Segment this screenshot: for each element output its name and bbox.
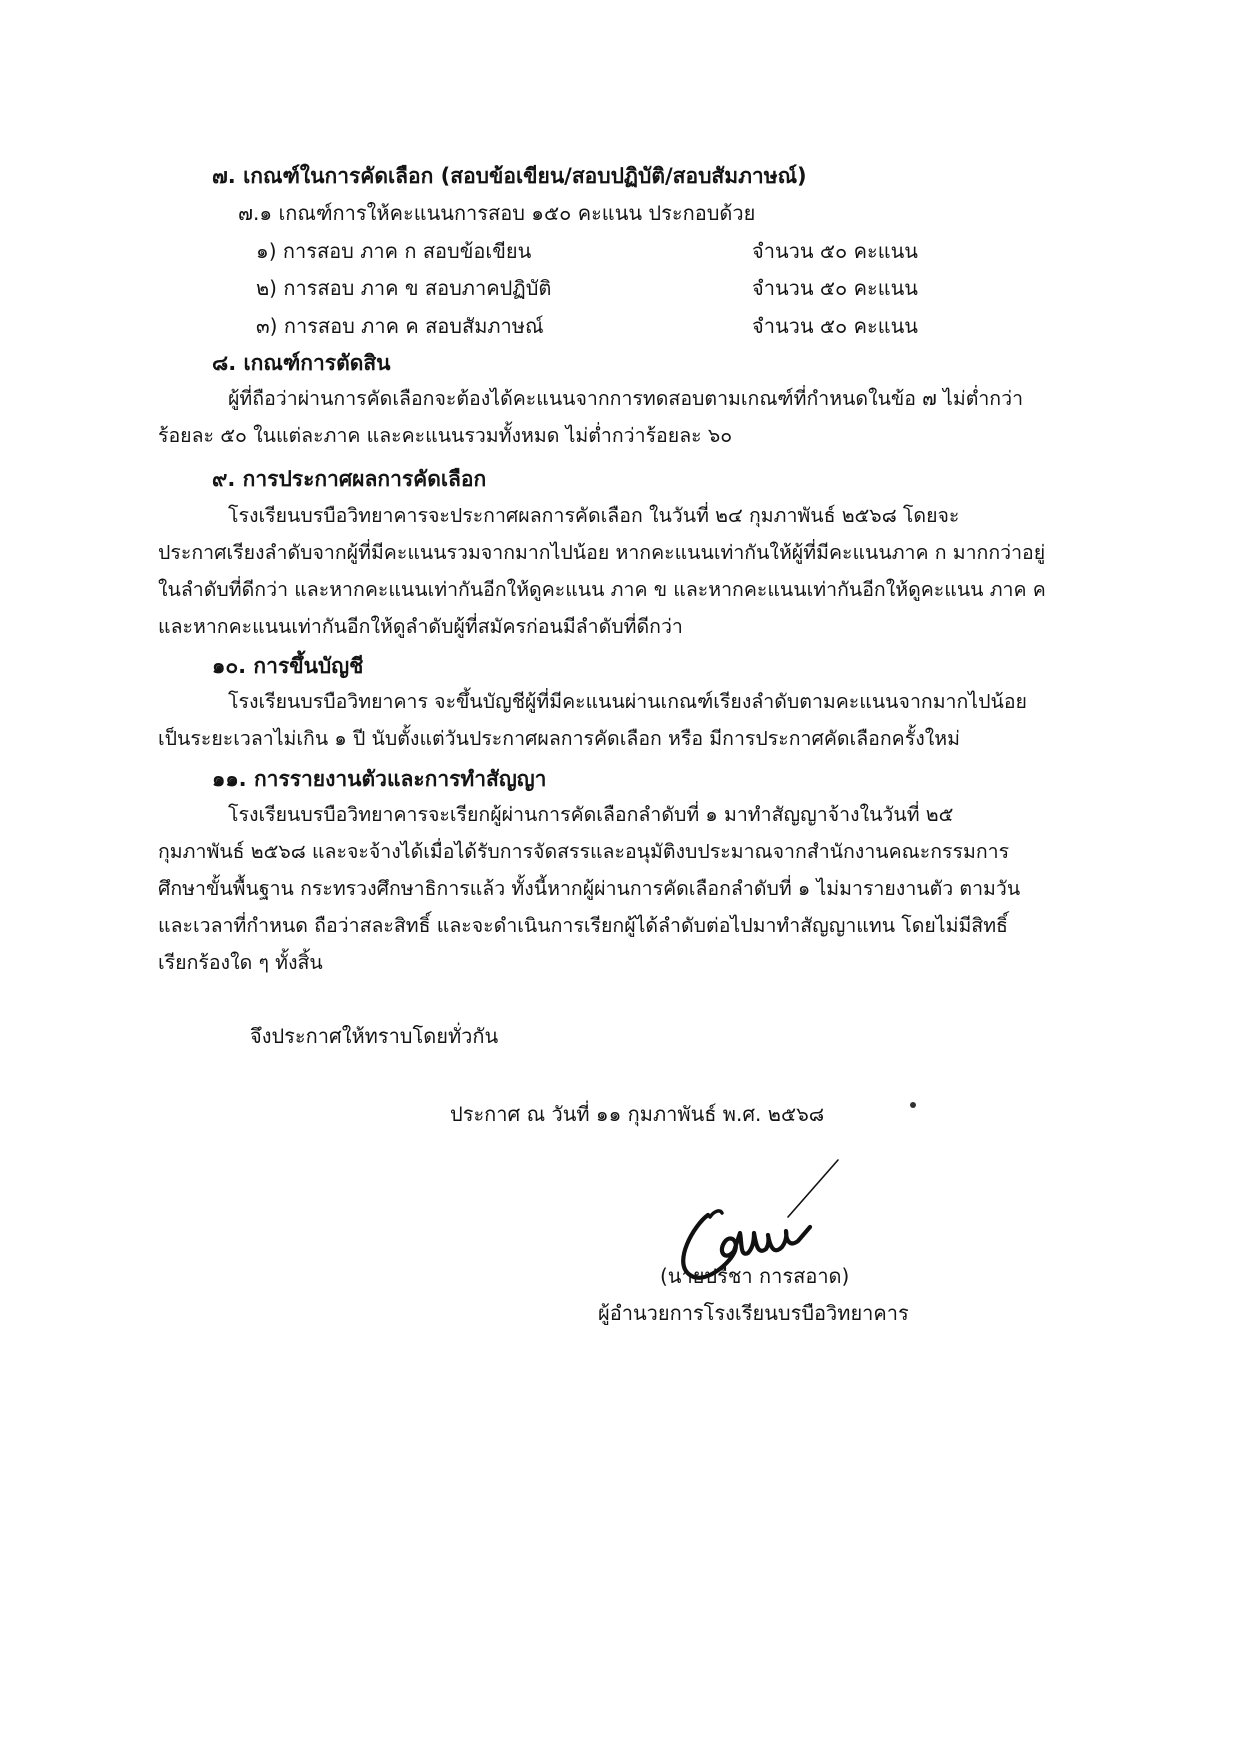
section9-body bbox=[158, 497, 1088, 645]
section11-line: โรงเรียนบรบือวิทยาคารจะเรียกผู้ผ่านการคัดเลือกลำดับที่ ๑ มาทำสัญญาจ้างในวันที่ ๒๕ bbox=[228, 803, 954, 826]
section11-line: กุมภาพันธ์ ๒๕๖๘ และจะจ้างได้เมื่อได้รับการจัดสรรและอนุมัติงบประมาณจากสำนักงานคณะกรรมการ bbox=[158, 840, 1010, 863]
signatory-title: ผู้อำนวยการโรงเรียนบรบือวิทยาคาร bbox=[598, 1301, 909, 1325]
section11-line: และเวลาที่กำหนด ถือว่าสละสิทธิ์ และจะดำเนินการเรียกผู้ได้ลำดับต่อไปมาทำสัญญาแทน โดยไม่มีสิทธิ์ bbox=[158, 914, 1008, 937]
section9-line: โรงเรียนบรบือวิทยาคารจะประกาศผลการคัดเลือก ในวันที่ ๒๔ กุมภาพันธ์ ๒๕๖๘ โดยจะ bbox=[228, 504, 960, 527]
section8-heading: ๘. เกณฑ์การตัดสิน bbox=[212, 351, 391, 375]
section10-body bbox=[158, 683, 1088, 757]
signatory-name: (นายปรีชา การสอาด) bbox=[660, 1264, 850, 1288]
exam-item-score: จำนวน ๕๐ คะแนน bbox=[752, 276, 918, 300]
section11-line: เรียกร้องใด ๆ ทั้งสิ้น bbox=[158, 951, 323, 974]
ink-mark bbox=[910, 1102, 916, 1108]
exam-item-label: ๑) การสอบ ภาค ก สอบข้อเขียน bbox=[256, 239, 532, 263]
section10-line: เป็นระยะเวลาไม่เกิน ๑ ปี นับตั้งแต่วันประกาศผลการคัดเลือก หรือ มีการประกาศคัดเลือกครั้งใหม่ bbox=[158, 727, 960, 750]
section9-line: ประกาศเรียงลำดับจากผู้ที่มีคะแนนรวมจากมากไปน้อย หากคะแนนเท่ากันให้ผู้ที่มีคะแนนภาค ก มากกว่าอยู่ bbox=[158, 541, 1046, 564]
section7-heading: ๗. เกณฑ์ในการคัดเลือก (สอบข้อเขียน/สอบปฏิบัติ/สอบสัมภาษณ์) bbox=[212, 164, 807, 188]
closing-statement: จึงประกาศให้ทราบโดยทั่วกัน bbox=[250, 1024, 499, 1048]
section11-heading: ๑๑. การรายงานตัวและการทำสัญญา bbox=[212, 767, 547, 791]
section11-line: ศึกษาขั้นพื้นฐาน กระทรวงศึกษาธิการแล้ว ทั้งนี้หากผู้ผ่านการคัดเลือกลำดับที่ ๑ ไม่มารายงานตัว ตามวัน bbox=[158, 877, 1021, 900]
section10-line: โรงเรียนบรบือวิทยาคาร จะขึ้นบัญชีผู้ที่มีคะแนนผ่านเกณฑ์เรียงลำดับตามคะแนนจากมากไปน้อย bbox=[228, 690, 1027, 713]
section7-subheading: ๗.๑ เกณฑ์การให้คะแนนการสอบ ๑๕๐ คะแนน ประกอบด้วย bbox=[238, 201, 756, 225]
exam-item-score: จำนวน ๕๐ คะแนน bbox=[752, 239, 918, 263]
section9-line: และหากคะแนนเท่ากันอีกให้ดูลำดับผู้ที่สมัครก่อนมีลำดับที่ดีกว่า bbox=[158, 615, 683, 638]
exam-item-score: จำนวน ๕๐ คะแนน bbox=[752, 314, 918, 338]
section10-heading: ๑๐. การขึ้นบัญชี bbox=[212, 654, 364, 678]
announcement-date: ประกาศ ณ วันที่ ๑๑ กุมภาพันธ์ พ.ศ. ๒๕๖๘ bbox=[450, 1102, 825, 1126]
section8-body bbox=[158, 380, 1088, 454]
section9-heading: ๙. การประกาศผลการคัดเลือก bbox=[212, 467, 487, 491]
section11-body bbox=[158, 796, 1088, 981]
section8-line: ผู้ที่ถือว่าผ่านการคัดเลือกจะต้องได้คะแนนจากการทดสอบตามเกณฑ์ที่กำหนดในข้อ ๗ ไม่ต่ำกว่า bbox=[228, 387, 1024, 410]
section8-line: ร้อยละ ๕๐ ในแต่ละภาค และคะแนนรวมทั้งหมด ไม่ต่ำกว่าร้อยละ ๖๐ bbox=[158, 424, 733, 447]
exam-item-label: ๓) การสอบ ภาค ค สอบสัมภาษณ์ bbox=[256, 314, 544, 338]
section9-line: ในลำดับที่ดีกว่า และหากคะแนนเท่ากันอีกให้ดูคะแนน ภาค ข และหากคะแนนเท่ากันอีกให้ดูคะแนน ภาค ค bbox=[158, 578, 1046, 601]
exam-item-label: ๒) การสอบ ภาค ข สอบภาคปฏิบัติ bbox=[256, 276, 552, 300]
